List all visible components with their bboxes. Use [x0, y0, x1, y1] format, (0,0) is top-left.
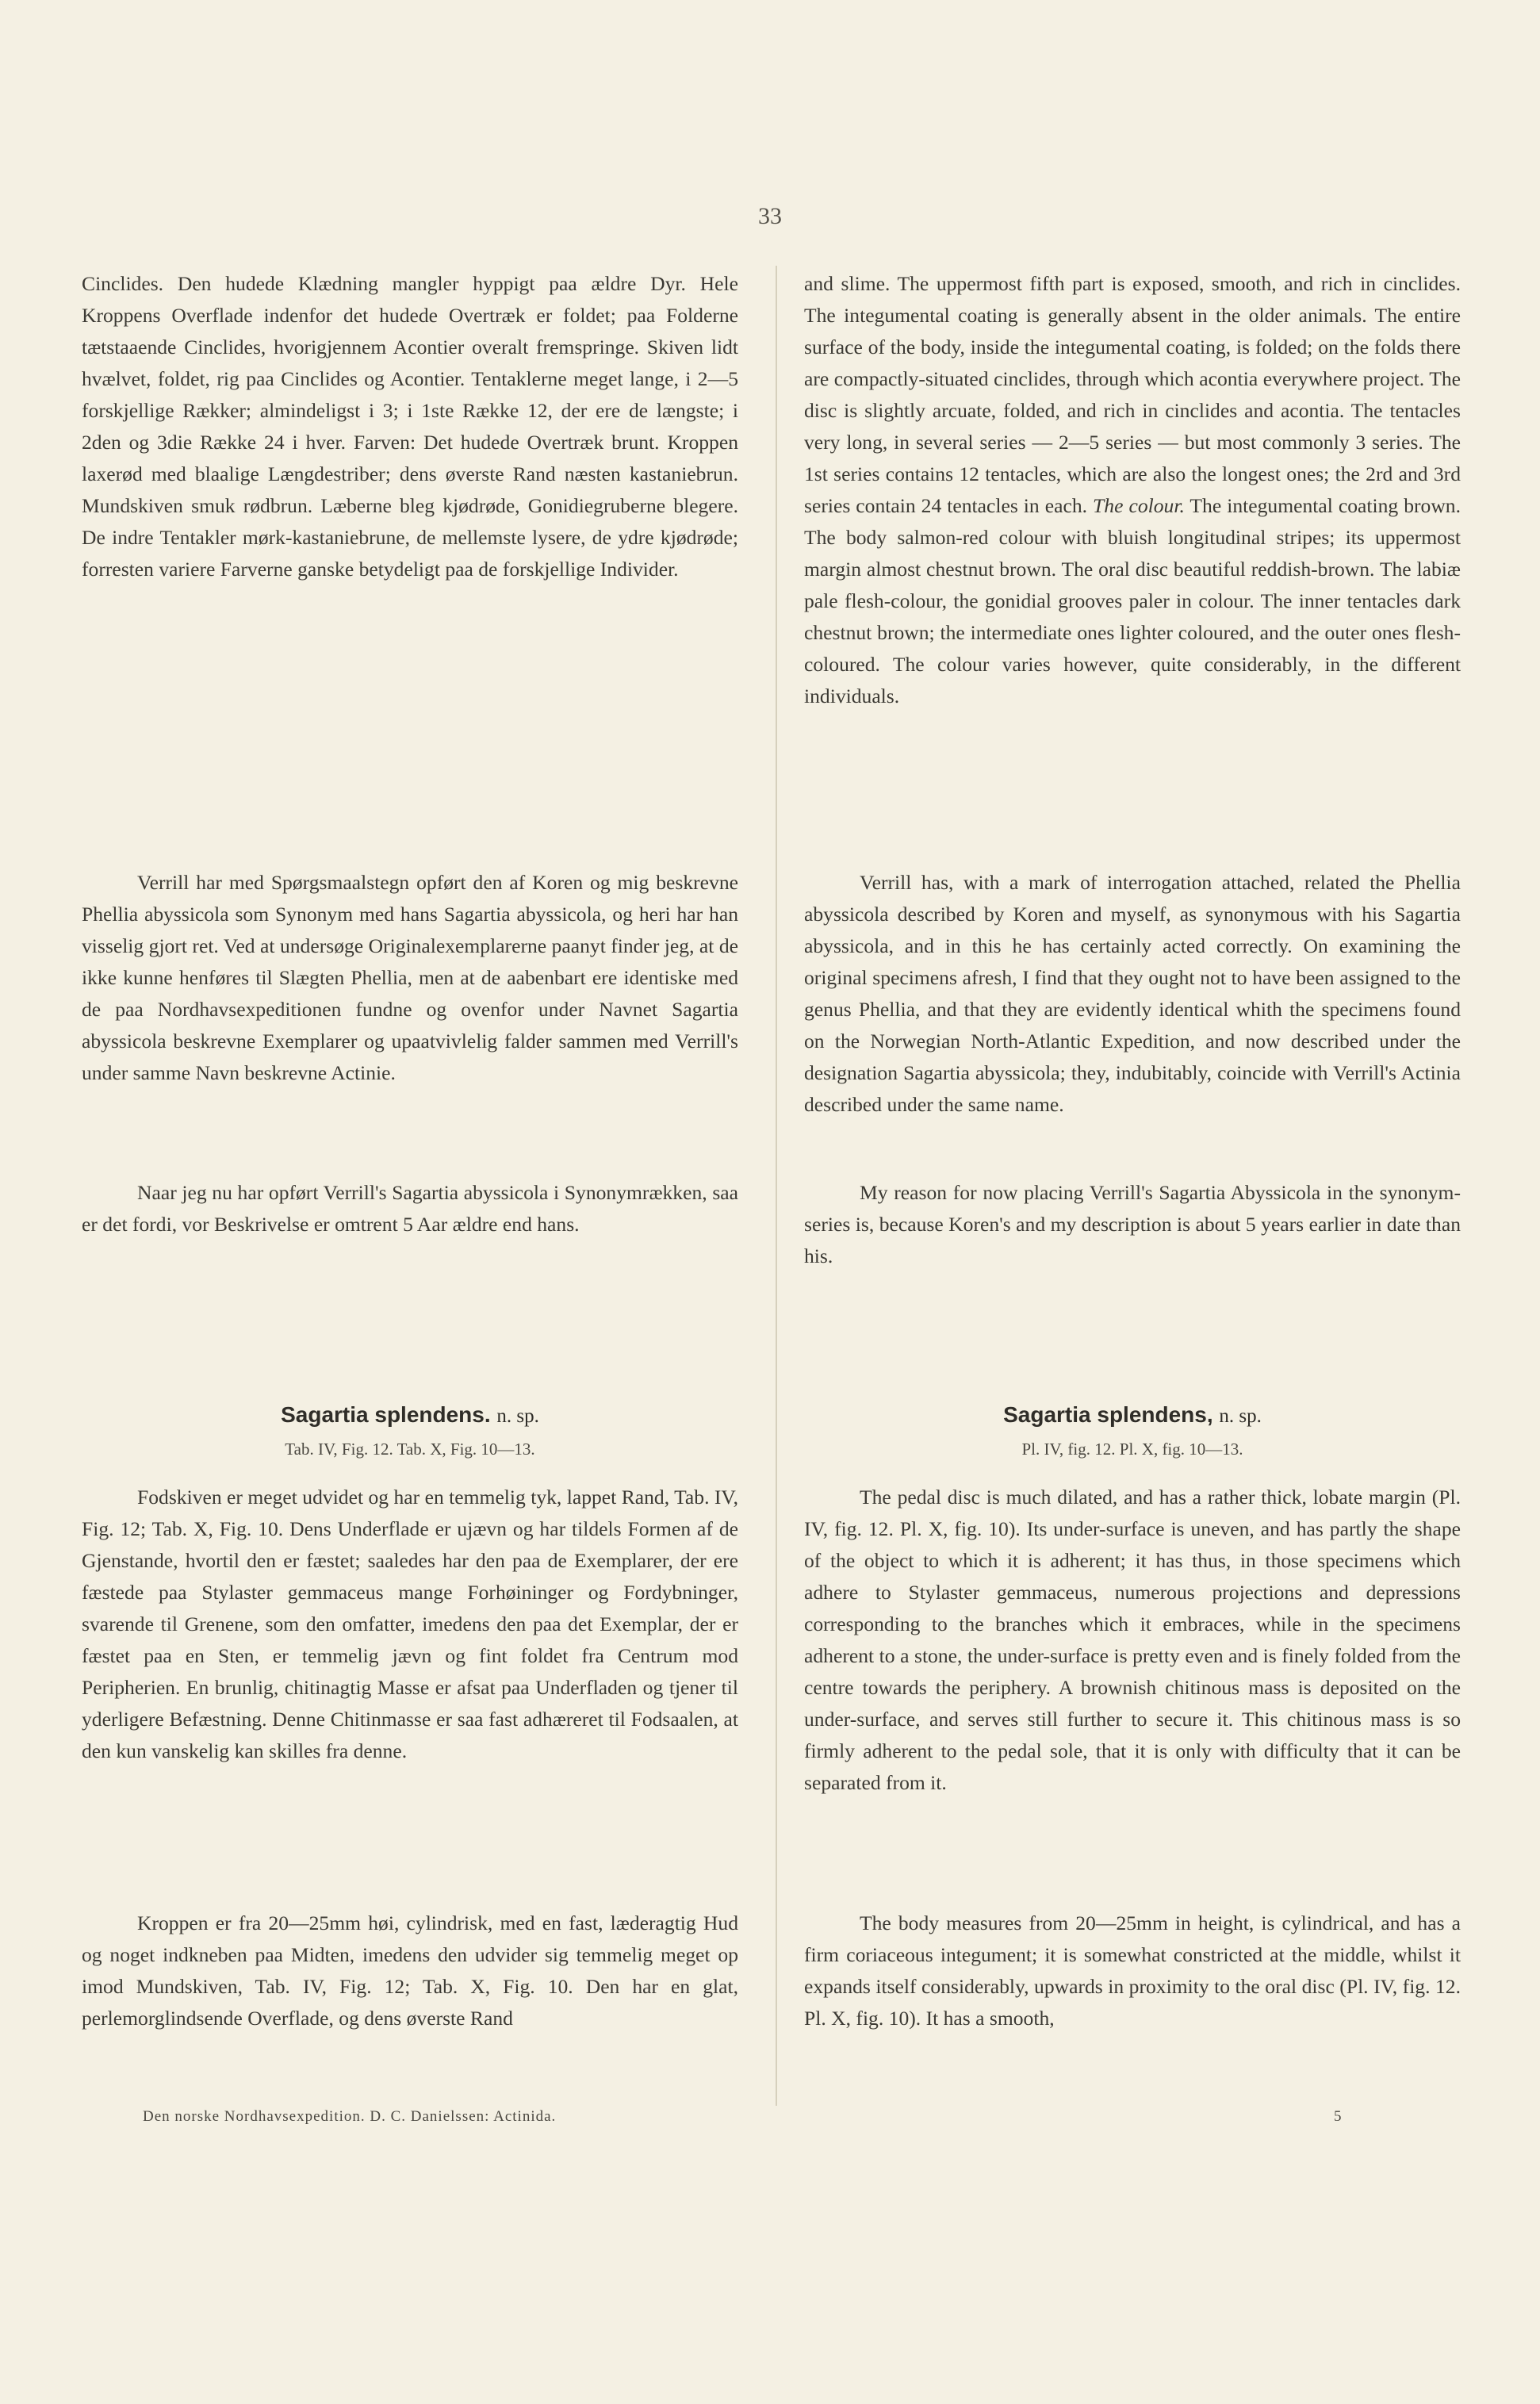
right-text-1a: and slime. The uppermost fifth part is exposed, smooth, and rich in cinclides. The integumental coating is generally absent in the older animals. The entire surface of the body, inside the integumental coating, is folded; on the folds there are compactly-situated cinclides, through which acontia everywhere project. The disc is slightly arcuate, folded, and rich in cinclides and acontia. The tentacles very long, in several series — 2—5 series — but most commonly 3 series. The 1st series contains 12 tentacles, which are also the longest ones; the 2rd and 3rd series contain 24 tentacles in each.: [804, 272, 1461, 517]
left-text-3: Naar jeg nu har opført Verrill's Sagartia abyssicola i Synonymrækken, saa er det fordi, vor Beskrivelse er omtrent 5 Aar ældre end hans.: [82, 1181, 738, 1236]
left-heading-title: Sagartia splendens.: [281, 1402, 491, 1427]
right-text-1-italic: The colour.: [1093, 494, 1185, 517]
right-text-2: Verrill has, with a mark of interrogation attached, related the Phellia abyssicola described by Koren and myself, as synonymous with his Sagartia abyssicola, and in this he has certainly acted correctly. On examining the original specimens afresh, I find that they ought not to have been assigned to the genus Phellia, and that they are evidently identical whith the specimens found on the Norwegian North-Atlantic Expedition, and now described under the designation Sagartia abyssicola; they, indubitably, coincide with Verrill's Actinia described under the same name.: [804, 871, 1461, 1116]
right-text-1: [804, 268, 1461, 712]
column-divider: [776, 266, 777, 2106]
left-paragraph-3: [82, 1177, 738, 1240]
right-paragraph-1: [804, 268, 1461, 712]
right-paragraph-4: [804, 1482, 1461, 1799]
right-subheading: Pl. IV, fig. 12. Pl. X, fig. 10—13.: [1021, 1440, 1243, 1459]
left-paragraph-5: [82, 1907, 738, 2034]
footer-citation: Den norske Nordhavsexpedition. D. C. Danielssen: Actinida.: [143, 2108, 557, 2125]
right-paragraph-3: [804, 1177, 1461, 1272]
left-paragraph-2: [82, 867, 738, 1089]
page-number: 33: [758, 203, 782, 229]
left-heading: [82, 1402, 738, 1428]
right-paragraph-2: [804, 867, 1461, 1121]
right-heading-species: n. sp.: [1219, 1405, 1262, 1427]
left-heading-species: n. sp.: [496, 1405, 539, 1427]
right-text-1b: The integumental coating brown. The body salmon-red colour with bluish longitudinal stripes; its uppermost margin almost chestnut brown. The oral disc beautiful reddish-brown. The labiæ pale flesh-colour, the gonidial grooves paler in colour. The inner tentacles dark chestnut brown; the intermediate ones lighter coloured, and the outer ones flesh-coloured. The colour varies however, quite considerably, in the different individuals.: [804, 494, 1461, 707]
right-paragraph-5: [804, 1907, 1461, 2034]
left-text-2: Verrill har med Spørgsmaalstegn opført den af Koren og mig beskrevne Phellia abyssicola som Synonym med hans Sagartia abyssicola, og heri har han visselig gjort ret. Ved at undersøge Originalexemplarerne paanyt finder jeg, at de ikke kunne henføres til Slægten Phellia, men at de aabenbart ere identiske med de paa Nordhavsexpeditionen fundne og ovenfor under Navnet Sagartia abyssicola beskrevne Exemplarer og upaatvivlelig falder sammen med Verrill's under samme Navn beskrevne Actinie.: [82, 871, 738, 1084]
left-paragraph-4: [82, 1482, 738, 1767]
right-text-3: My reason for now placing Verrill's Sagartia Abyssicola in the synonym-series is, because Koren's and my description is about 5 years earlier in date than his.: [804, 1181, 1461, 1267]
left-text-1: Cinclides. Den hudede Klædning mangler hyppigt paa ældre Dyr. Hele Kroppens Overflade indenfor det hudede Overtræk er foldet; paa Folderne tætstaaende Cinclides, hvorigjennem Acontier overalt fremspringe. Skiven lidt hvælvet, foldet, rig paa Cinclides og Acontier. Tentaklerne meget lange, i 2—5 forskjellige Rækker; almindeligst i 3; i 1ste Række 12, der ere de længste; i 2den og 3die Række 24 i hver. Farven: Det hudede Overtræk brunt. Kroppen laxerød med blaalige Længdestriber; dens øverste Rand næsten kastaniebrun. Mundskiven smuk rødbrun. Læberne bleg kjødrøde, Gonidiegruberne blegere. De indre Tentakler mørk-kastaniebrune, de mellemste lysere, de ydre kjødrøde; forresten variere Farverne ganske betydeligt paa de forskjellige Individer.: [82, 272, 738, 581]
footer-signature-mark: 5: [1334, 2108, 1343, 2125]
left-paragraph-1: [82, 268, 738, 585]
left-text-5: Kroppen er fra 20—25mm høi, cylindrisk, med en fast, læderagtig Hud og noget indkneben paa Midten, imedens den udvider sig temmelig meget op imod Mundskiven, Tab. IV, Fig. 12; Tab. X, Fig. 10. Den har en glat, perlemorglindsende Overflade, og dens øverste Rand: [82, 1911, 738, 2030]
right-heading: [804, 1402, 1461, 1428]
left-text-4: Fodskiven er meget udvidet og har en temmelig tyk, lappet Rand, Tab. IV, Fig. 12; Tab. X, Fig. 10. Dens Underflade er ujævn og har tildels Formen af de Gjenstande, hvortil den er fæstet; saaledes har den paa de Exemplarer, der ere fæstede paa Stylaster gemmaceus mange Forhøininger og Fordybninger, svarende til Grenene, som den omfatter, imedens den paa det Exemplar, der er fæstet paa en Sten, er temmelig jævn og fint foldet fra Centrum mod Peripherien. En brunlig, chitinagtig Masse er afsat paa Underfladen og tjener til yderligere Befæstning. Denne Chitinmasse er saa fast adhæreret til Fodsaalen, at den kun vanskelig kan skilles fra denne.: [82, 1486, 738, 1762]
right-text-4: The pedal disc is much dilated, and has a rather thick, lobate margin (Pl. IV, fig. 12. Pl. X, fig. 10). Its under-surface is uneven, and has partly the shape of the object to which it is adherent; it has thus, in those specimens which adhere to Stylaster gemmaceus, numerous projections and depressions corresponding to the branches which it embraces, while in the specimens adherent to a stone, the under-surface is pretty even and is finely folded from the centre towards the periphery. A brownish chitinous mass is deposited on the under-surface, and serves still further to secure it. This chitinous mass is so firmly adherent to the pedal sole, that it is only with difficulty that it can be separated from it.: [804, 1486, 1461, 1794]
left-subheading: Tab. IV, Fig. 12. Tab. X, Fig. 10—13.: [285, 1440, 535, 1459]
right-text-5: The body measures from 20—25mm in height, is cylindrical, and has a firm coriaceous integument; it is somewhat constricted at the middle, whilst it expands itself considerably, upwards in proximity to the oral disc (Pl. IV, fig. 12. Pl. X, fig. 10). It has a smooth,: [804, 1911, 1461, 2030]
right-heading-title: Sagartia splendens,: [1003, 1402, 1213, 1427]
